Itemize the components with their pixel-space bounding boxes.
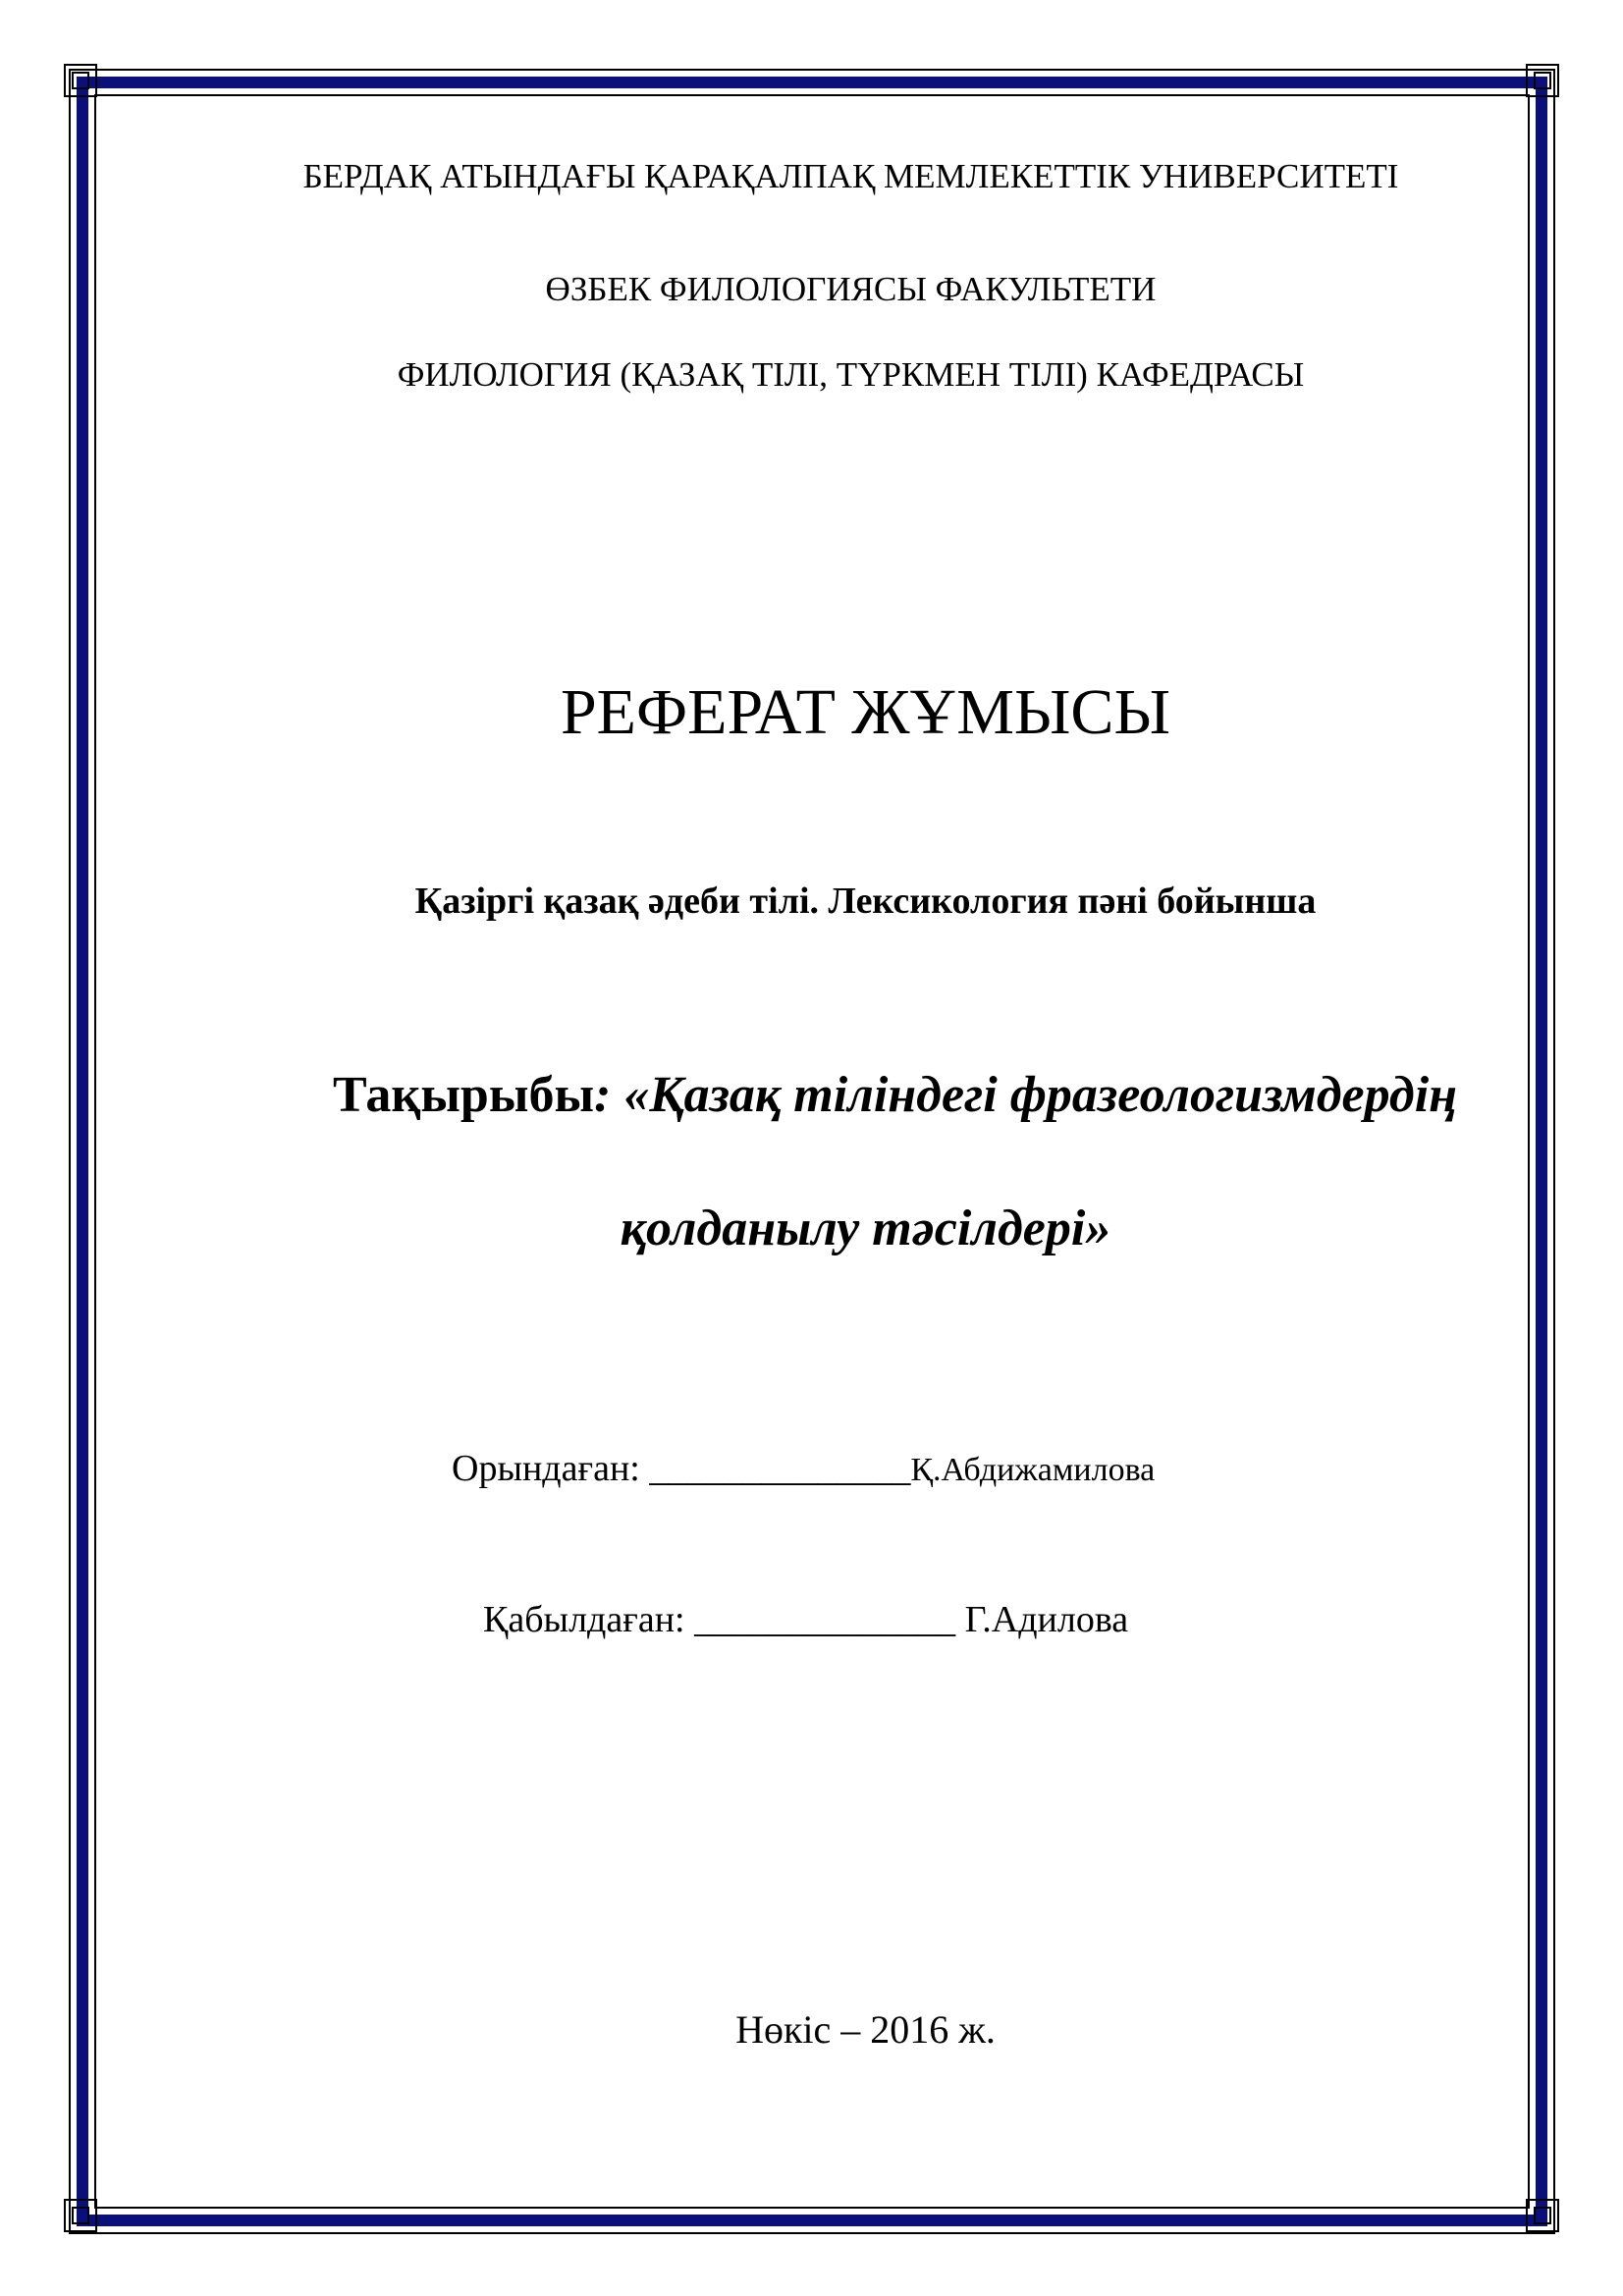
- receiver-signature-blank: ______________: [694, 1599, 956, 1640]
- performer-name: Қ.Абдижамилова: [910, 1452, 1156, 1488]
- topic-text-start: : «Қазақ тіліндегі фразеологизмдердің: [594, 1067, 1458, 1123]
- receiver-name: Г.Адилова: [955, 1599, 1129, 1640]
- receiver-label: Қабылдаған:: [483, 1599, 695, 1640]
- department-name: ФИЛОЛОГИЯ (ҚАЗАҚ ТІЛІ, ТҮРКМЕН ТІЛІ) КАФЕДРАСЫ: [397, 355, 1305, 394]
- corner-ornament-icon: [1525, 2198, 1560, 2233]
- subject-line: Қазіргі қазақ әдеби тілі. Лексикология пәні бойынша: [414, 881, 1317, 922]
- corner-ornament-icon: [1525, 63, 1560, 98]
- receiver-line: [483, 1598, 1128, 1641]
- performer-signature-blank: ______________: [649, 1448, 911, 1489]
- topic-label: Тақырыбы: [332, 1067, 595, 1123]
- performer-label: Орындаған:: [452, 1448, 650, 1489]
- university-name: БЕРДАҚ АТЫНДАҒЫ ҚАРАҚАЛПАҚ МЕМЛЕКЕТТІК УНИВЕРСИТЕТІ: [302, 157, 1399, 195]
- city-year: Нөкіс – 2016 ж.: [735, 2007, 996, 2052]
- faculty-name: ӨЗБЕК ФИЛОЛОГИЯСЫ ФАКУЛЬТЕТИ: [545, 270, 1157, 308]
- document-title: РЕФЕРАТ ЖҰМЫСЫ: [560, 676, 1171, 748]
- corner-ornament-icon: [63, 2198, 98, 2233]
- page-border-inner: [94, 94, 1530, 2209]
- topic-line-1: [0, 1066, 1623, 1124]
- topic-line-2: қолданылу тәсілдері»: [620, 1201, 1111, 1256]
- corner-ornament-icon: [63, 63, 98, 98]
- performer-line: [452, 1447, 1155, 1490]
